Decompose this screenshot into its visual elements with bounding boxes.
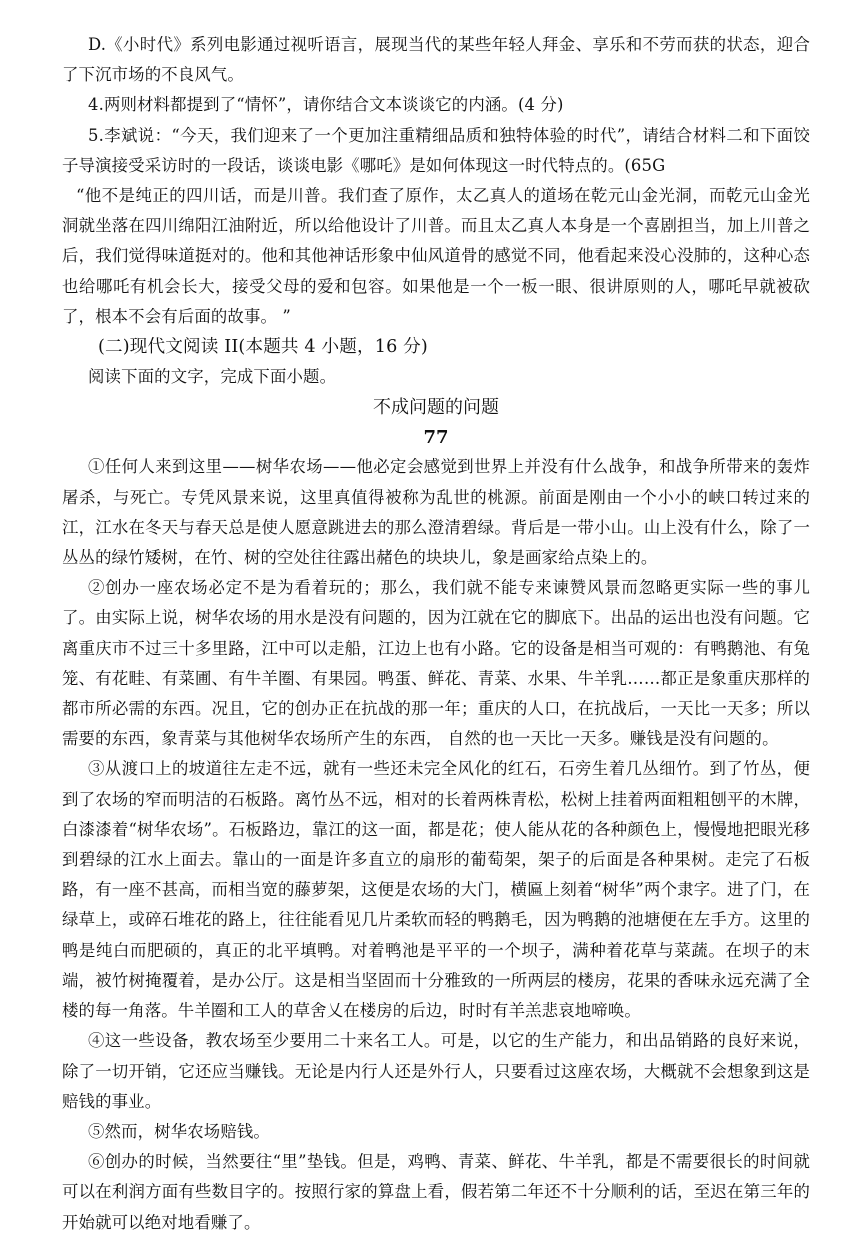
section-heading: (二)现代文阅读 II(本题共 4 小题，16 分) [98, 337, 428, 358]
question-4: 4.两则材料都提到了“情怀”，请你结合文本谈谈它的内涵。(4 分) [88, 95, 564, 115]
article-paragraph: ②创办一座农场必定不是为看着玩的；那么，我们就不能专来谏赞风景而忽略更实际一些的事儿了。由实际上说，树华农场的用水是没有问题的，因为江就在它的脚底下。出品的运出也没有问题。它离重庆市不过三十多里路，江中可以走船，江边上也有小路。它的设备是相当可观的：有鸭鹅池、有兔笼、有花畦、有菜圃、有牛羊圈、有果园。鸭蛋、鲜花、青菜、水果、牛羊乳……都正是象重庆那样的都市所必需的东西。况且，它的创办正在抗战的那一年；重庆的人口，在抗战后，一天比一天多；所以需要的东西，象青菜与其他树华农场所产生的东西， 自然的也一天比一天多。赚钱是没有问题的。 [62, 578, 810, 749]
article-title: 不成问题的问题 [373, 397, 499, 419]
article-paragraph: ④这一些设备，教农场至少要用二十来名工人。可是，以它的生产能力，和出品销路的良好来说，除了一切开销，它还应当赚钱。无论是内行人还是外行人，只要看过这座农场，大概就不会想象到这是赔钱的事业。 [62, 1031, 810, 1111]
article-paragraph: ⑥创办的时候，当然要往“里”垫钱。但是，鸡鸭、青菜、鲜花、牛羊乳，都是不需要很长的时间就可以在利润方面有些数目字的。按照行家的算盘上看，假若第二年还不十分顺利的话，至迟在第三年的开始就可以绝对地看赚了。 [62, 1152, 810, 1232]
exam-page [62, 30, 810, 1238]
section-instruction: 阅读下面的文字，完成下面小题。 [88, 367, 337, 387]
director-quote: “他不是纯正的四川话，而是川普。我们查了原作，太乙真人的道场在乾元山金光洞，而乾元山金光洞就坐落在四川绵阳江油附近，所以给他设计了川普。而且太乙真人本身是一个喜剧担当，加上川普之后，我们觉得味道挺对的。他和其他神话形象中仙风道骨的感觉不同，他看起来没心没肺的，这种心态也给哪吒有机会长大，接受父母的爱和包容。如果他是一个一板一眼、很讲原则的人，哪吒早就被砍了，根本不会有后面的故事。 ” [62, 186, 810, 326]
article-paragraph: ⑤然而，树华农场赔钱。 [88, 1121, 270, 1141]
question-5: 5.李斌说：“今天，我们迎来了一个更加注重精细品质和独特体验的时代”，请结合材料二和下面饺子导演接受采访时的一段话，谈谈电影《哪吒》是如何体现这一时代特点的。(65G [62, 125, 810, 175]
option-d: D.《小时代》系列电影通过视听语言，展现当代的某些年轻人拜金、享乐和不劳而获的状态，迎合了下沉市场的不良风气。 [62, 35, 810, 85]
article-paragraph: ①任何人来到这里——树华农场——他必定会感觉到世界上并没有什么战争，和战争所带来的轰炸屠杀，与死亡。专凭风景来说，这里真值得被称为乱世的桃源。前面是刚由一个小小的峡口转过来的江，江水在冬天与春天总是使人愿意跳进去的那么澄清碧绿。背后是一带小山。山上没有什么，除了一丛丛的绿竹矮树，在竹、树的空处往往露出赭色的块块儿，象是画家给点染上的。 [62, 457, 810, 568]
article-number: 77 [423, 427, 449, 449]
article-paragraph: ③从渡口上的坡道往左走不远，就有一些还未完全风化的红石，石旁生着几丛细竹。到了竹丛，便到了农场的窄而明洁的石板路。离竹丛不远，相对的长着两株青松，松树上挂着两面粗粗刨平的木牌，白漆漆着“树华农场”。石板路边，靠江的这一面，都是花；使人能从花的各种颜色上，慢慢地把眼光移到碧绿的江水上面去。靠山的一面是许多直立的扇形的葡萄架，架子的后面是各种果树。走完了石板路，有一座不甚高，而相当宽的藤萝架，这便是农场的大门，横匾上刻着“树华”两个隶字。进了门，在绿草上，或碎石堆花的路上，往往能看见几片柔软而轻的鸭鹅毛，因为鸭鹅的池塘便在左手方。这里的鸭是纯白而肥硕的，真正的北平填鸭。对着鸭池是平平的一个坝子，满种着花草与菜蔬。在坝子的末端，被竹树掩覆着，是办公厅。这是相当坚固而十分雅致的一所两层的楼房，花果的香味永远充满了全楼的每一角落。牛羊圈和工人的草舍乂在楼房的后边，时时有羊羔悲哀地啼唤。 [62, 759, 810, 1021]
